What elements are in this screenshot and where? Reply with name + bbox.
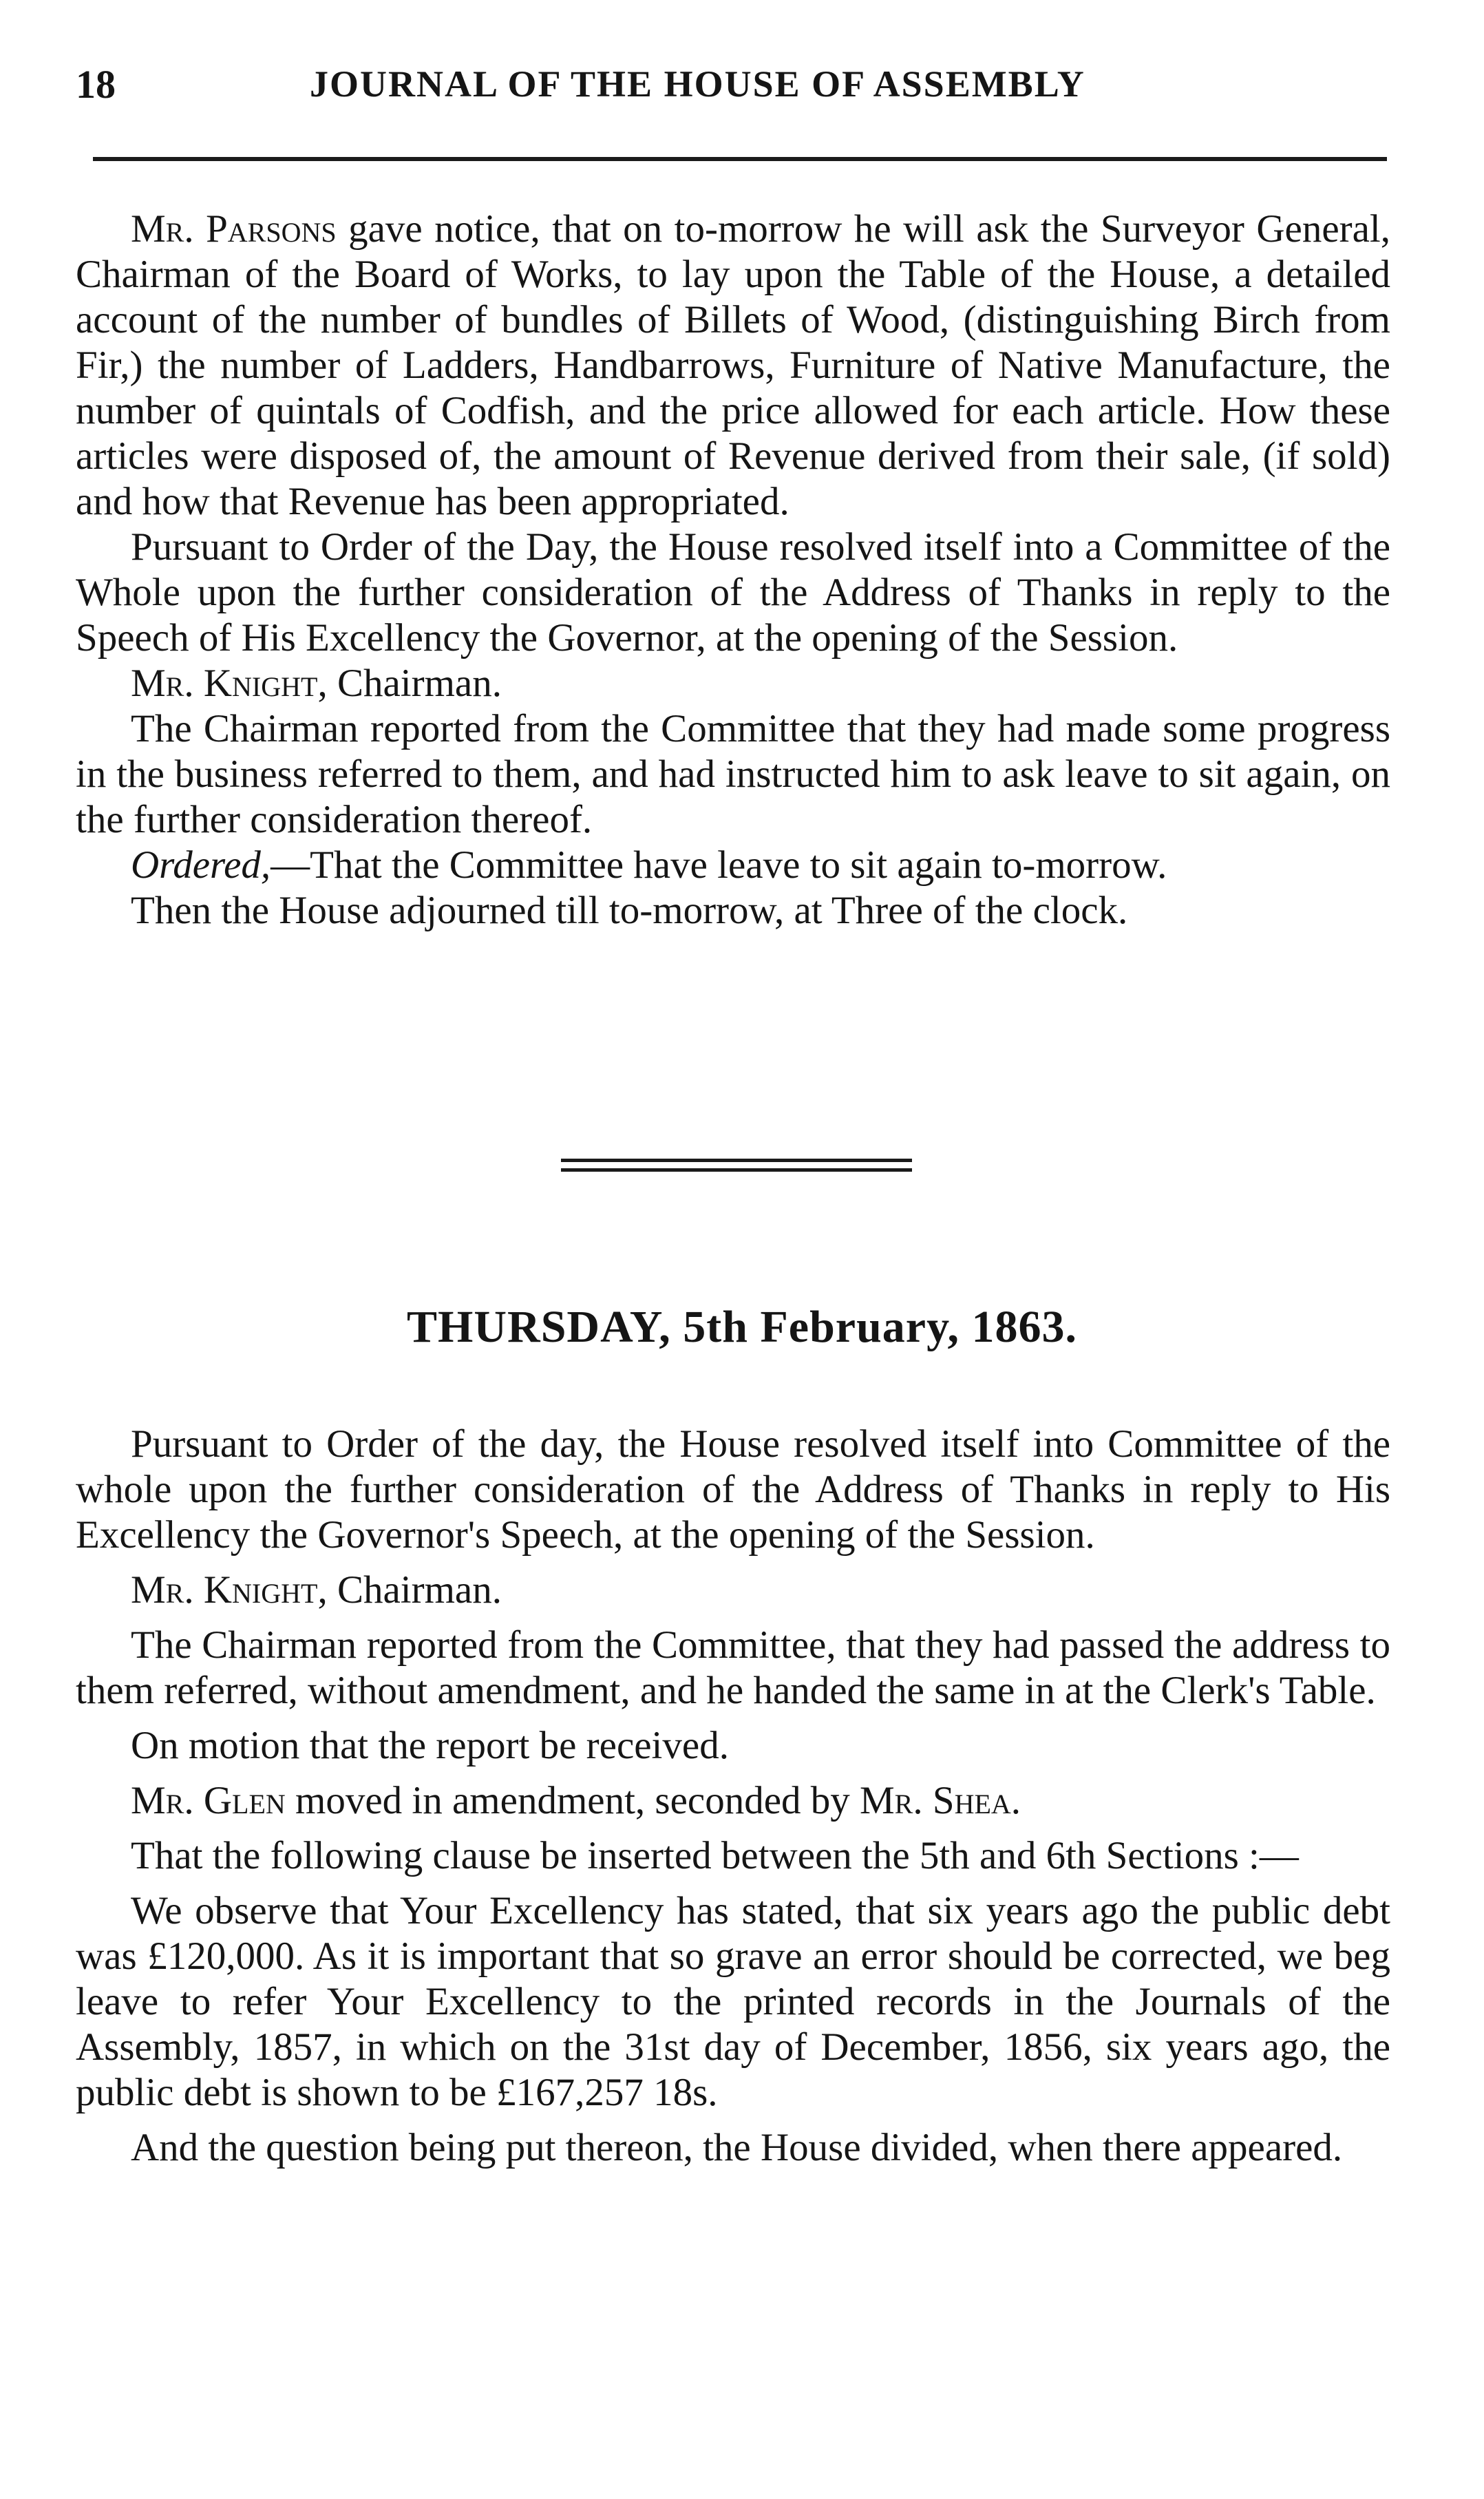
- paragraph-committee: Pursuant to Order of the Day, the House resolved itself into a Committee of the Whole upon the further consideration of the Address of Thanks in reply to the Speech of His Excellency the Governor, at the opening of the Session.: [76, 525, 1390, 660]
- separator-rule-top: [561, 1159, 912, 1162]
- member-name: Mr. Shea: [860, 1779, 1011, 1822]
- paragraph-clause: That the following clause be inserted between the 5th and 6th Sections :—: [131, 1834, 1299, 1877]
- running-head: JOURNAL OF THE HOUSE OF ASSEMBLY: [310, 63, 1085, 105]
- section-feb-5-proceedings: [76, 1422, 1390, 2180]
- paragraph-report: The Chairman reported from the Committee, that they had passed the address to them referred, without amendment, and he handed the same in at the Clerk's Table.: [76, 1623, 1390, 1712]
- paragraph-committee: Pursuant to Order of the day, the House resolved itself into Committee of the whole upon the further consideration of the Address of Thanks in reply to His Excellency the Governor's Speech, at the opening of the Session.: [76, 1422, 1390, 1557]
- member-name: Mr. Glen: [131, 1779, 286, 1822]
- paragraph-ordered: Ordered,—That the Committee have leave to sit again to-morrow.: [131, 843, 1167, 887]
- paragraph-report: The Chairman reported from the Committee that they had made some progress in the business referred to them, and had instructed him to ask leave to sit again, on the further consideration thereof.: [76, 707, 1390, 841]
- section-feb-4-proceedings: [76, 207, 1390, 934]
- paragraph-amendment: Mr. Glen moved in amendment, seconded by Mr. Shea.: [131, 1779, 1021, 1822]
- paragraph-public-debt: We observe that Your Excellency has stated, that six years ago the public debt was £120,000. As it is important that so grave an error should be corrected, we beg leave to refer Your Excellency to the printed records in the Journals of the Assembly, 1857, in which on the 31st day of December, 1856, six years ago, the public debt is shown to be £167,257 18s.: [76, 1889, 1390, 2114]
- paragraph-division: And the question being put thereon, the House divided, when there appeared.: [131, 2126, 1343, 2169]
- page-header: [76, 56, 1390, 112]
- header-rule: [93, 157, 1387, 161]
- paragraph-chairman: Mr. Knight, Chairman.: [131, 662, 502, 705]
- date-heading: THURSDAY, 5th February, 1863.: [407, 1302, 1077, 1352]
- member-name: Mr. Knight: [131, 662, 318, 705]
- paragraph-adjourned: Then the House adjourned till to-morrow, at Three of the clock.: [131, 889, 1128, 932]
- paragraph-motion: On motion that the report be received.: [131, 1724, 729, 1767]
- paragraph-notice: Mr. Parsons gave notice, that on to-morrow he will ask the Surveyor General, Chairman of the Board of Works, to lay upon the Table of the House, a detailed account of the number of bundles of Billets of Wood, (distinguishing Birch from Fir,) the number of Ladders, Handbarrows, Furniture of Native Manufacture, the number of quintals of Codfish, and the price allowed for each article. How these articles were disposed of, the amount of Revenue derived from their sale, (if sold) and how that Revenue has been appropriated.: [76, 207, 1390, 523]
- separator-rule-bottom: [561, 1168, 912, 1172]
- paragraph-chairman: Mr. Knight, Chairman.: [131, 1568, 502, 1612]
- member-name: Mr. Parsons: [131, 207, 337, 251]
- member-name: Mr. Knight: [131, 1568, 318, 1612]
- page-number: 18: [76, 61, 116, 107]
